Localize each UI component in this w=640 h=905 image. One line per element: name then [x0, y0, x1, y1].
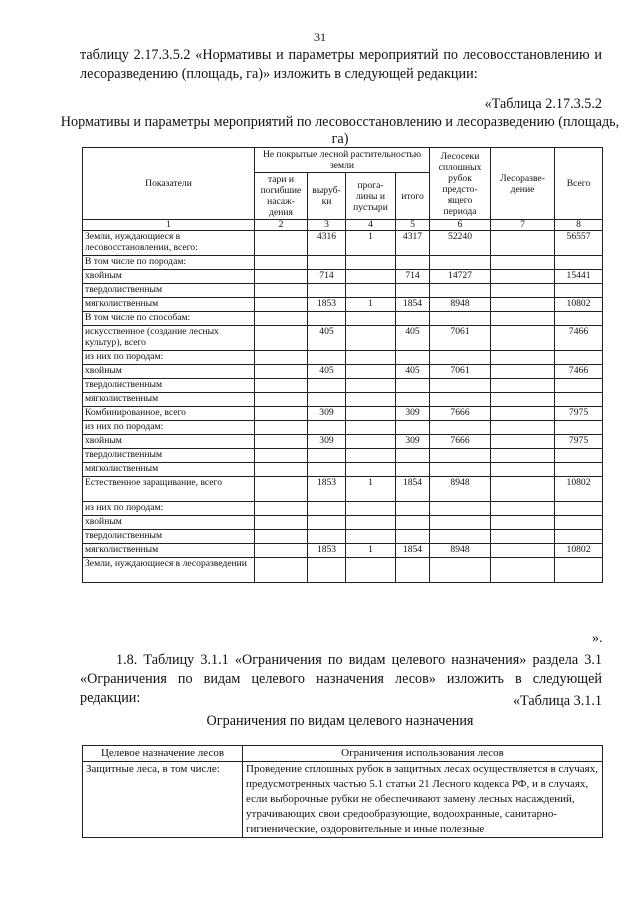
cell-c7	[491, 502, 555, 516]
cell-c2	[255, 421, 308, 435]
column-number: 8	[555, 220, 603, 231]
cell-c4	[346, 326, 396, 351]
row-label: В том числе по способам:	[83, 312, 255, 326]
row-label: хвойным	[83, 516, 255, 530]
table-row	[83, 312, 603, 326]
cell-c8	[555, 284, 603, 298]
table-row	[83, 762, 603, 838]
row-label: из них по породам:	[83, 351, 255, 365]
row-label: хвойным	[83, 365, 255, 379]
cell-c8: 7466	[555, 365, 603, 379]
row-label: Земли, нуждающиеся в лесоразведении	[83, 558, 255, 583]
column-number: 7	[491, 220, 555, 231]
cell-c2	[255, 379, 308, 393]
paragraph-1-8: 1.8. Таблицу 3.1.1 «Ограничения по видам целевого назначения» раздела 3.1 «Ограничения по видам целевого назначения лесов» изложить в следующей редакции:	[80, 652, 602, 706]
cell-c2	[255, 393, 308, 407]
cell-c3	[308, 379, 346, 393]
cell-c8	[555, 463, 603, 477]
cell-c5: 309	[396, 435, 430, 449]
cell-c2	[255, 351, 308, 365]
cell-c5	[396, 351, 430, 365]
cell-c4	[346, 435, 396, 449]
cell-c6: 8948	[430, 477, 491, 502]
cell-c2	[255, 231, 308, 256]
cell-c6	[430, 463, 491, 477]
cell-c4	[346, 502, 396, 516]
row-label: В том числе по породам:	[83, 256, 255, 270]
header-dead-stands: тари и погибшие насаж-дения	[255, 173, 308, 220]
row-label: твердолиственным	[83, 284, 255, 298]
cell-c6	[430, 558, 491, 583]
cell-c4	[346, 558, 396, 583]
header-forest-purpose: Целевое назначение лесов	[83, 746, 243, 762]
cell-c7	[491, 393, 555, 407]
cell-c7	[491, 516, 555, 530]
table-row	[83, 449, 603, 463]
cell-c4	[346, 256, 396, 270]
cell-c8	[555, 351, 603, 365]
cell-c4	[346, 516, 396, 530]
table-row	[83, 544, 603, 558]
table1-label: «Таблица 2.17.3.5.2	[484, 96, 602, 112]
cell-c4: 1	[346, 477, 396, 502]
cell-c8	[555, 558, 603, 583]
row-label: из них по породам:	[83, 421, 255, 435]
cell-c5: 4317	[396, 231, 430, 256]
table-row	[83, 502, 603, 516]
table-row	[83, 298, 603, 312]
column-number: 4	[346, 220, 396, 231]
row-label: Естественное заращивание, всего	[83, 477, 255, 502]
cell-c3: 714	[308, 270, 346, 284]
cell-c8: 56557	[555, 231, 603, 256]
row-label: твердолиственным	[83, 449, 255, 463]
table-row	[83, 435, 603, 449]
cell-c3	[308, 449, 346, 463]
cell-c4: 1	[346, 544, 396, 558]
cell-c4: 1	[346, 231, 396, 256]
cell-c5	[396, 463, 430, 477]
table-row	[83, 284, 603, 298]
table-row	[83, 530, 603, 544]
cell-c8	[555, 312, 603, 326]
header-indicators: Показатели	[83, 148, 255, 220]
cell-c7	[491, 463, 555, 477]
table-row	[83, 379, 603, 393]
cell-c6	[430, 421, 491, 435]
table-row	[83, 365, 603, 379]
cell-c4	[346, 270, 396, 284]
cell-c2	[255, 256, 308, 270]
cell-c7	[491, 449, 555, 463]
cell-c4	[346, 421, 396, 435]
cell-c3	[308, 351, 346, 365]
cell-c7	[491, 421, 555, 435]
cell-c3: 1853	[308, 477, 346, 502]
cell-c6	[430, 449, 491, 463]
cell-c5: 405	[396, 365, 430, 379]
column-number: 2	[255, 220, 308, 231]
cell-c3	[308, 558, 346, 583]
table2-label: «Таблица 3.1.1	[512, 693, 602, 709]
cell-c8: 7975	[555, 435, 603, 449]
cell-c2	[255, 365, 308, 379]
cell-c8	[555, 379, 603, 393]
header-afforestation: Лесоразве-дение	[491, 148, 555, 220]
table-row	[83, 421, 603, 435]
cell-c2	[255, 284, 308, 298]
cell-c3: 309	[308, 407, 346, 421]
cell-c7	[491, 256, 555, 270]
cell-c2	[255, 544, 308, 558]
cell-c5	[396, 530, 430, 544]
cell-c2	[255, 530, 308, 544]
column-number: 1	[83, 220, 255, 231]
cell-c3	[308, 463, 346, 477]
cell-c7	[491, 312, 555, 326]
cell-c5	[396, 256, 430, 270]
header-restrictions: Ограничения использования лесов	[243, 746, 603, 762]
forest-restoration-table	[82, 147, 603, 583]
cell-c4	[346, 407, 396, 421]
cell-c2	[255, 516, 308, 530]
cell-c7	[491, 284, 555, 298]
cell-c7	[491, 351, 555, 365]
cell-c3: 1853	[308, 544, 346, 558]
cell-c7	[491, 298, 555, 312]
header-subtotal: итого	[396, 173, 430, 220]
cell-c8	[555, 256, 603, 270]
cell-c6: 8948	[430, 298, 491, 312]
cell-c3	[308, 312, 346, 326]
row-label: хвойным	[83, 435, 255, 449]
column-number: 5	[396, 220, 430, 231]
cell-c8	[555, 393, 603, 407]
cell-c5: 1854	[396, 477, 430, 502]
cell-c5: 714	[396, 270, 430, 284]
cell-c3: 1853	[308, 298, 346, 312]
cell-c3	[308, 516, 346, 530]
cell-c7	[491, 407, 555, 421]
cell-c5	[396, 379, 430, 393]
cell-c8	[555, 449, 603, 463]
table1-title: Нормативы и параметры мероприятий по лесовосстановлению и лесоразведению (площадь, га)	[60, 114, 620, 147]
cell-c7	[491, 544, 555, 558]
cell-c2	[255, 326, 308, 351]
cell-c3: 4316	[308, 231, 346, 256]
cell-c4	[346, 393, 396, 407]
column-numbers-row	[83, 220, 603, 231]
table-row	[83, 351, 603, 365]
row-label: из них по породам:	[83, 502, 255, 516]
cell-c2	[255, 477, 308, 502]
cell-c5	[396, 393, 430, 407]
table-row	[83, 326, 603, 351]
cell-c2	[255, 463, 308, 477]
cell-c4	[346, 312, 396, 326]
cell-c8	[555, 516, 603, 530]
cell-c5	[396, 502, 430, 516]
cell-c2	[255, 558, 308, 583]
row-label: искусственное (создание лесных культур), всего	[83, 326, 255, 351]
table-row	[83, 256, 603, 270]
cell-c6	[430, 256, 491, 270]
cell-c6	[430, 393, 491, 407]
cell-c6	[430, 516, 491, 530]
column-number: 3	[308, 220, 346, 231]
cell-c5	[396, 516, 430, 530]
cell-c4	[346, 365, 396, 379]
cell-c6: 7666	[430, 435, 491, 449]
cell-c5: 405	[396, 326, 430, 351]
cell-c6	[430, 312, 491, 326]
cell-c3	[308, 284, 346, 298]
row-label: мягколиственным	[83, 298, 255, 312]
table-row	[83, 477, 603, 502]
cell-c7	[491, 477, 555, 502]
cell-c7	[491, 558, 555, 583]
cell-c5	[396, 449, 430, 463]
cell-c4: 1	[346, 298, 396, 312]
cell-c6: 14727	[430, 270, 491, 284]
intro-paragraph: таблицу 2.17.3.5.2 «Нормативы и параметры мероприятий по лесовосстановлению и лесоразведению (площадь, га)» изложить в следующей редакции:	[80, 47, 602, 82]
cell-c5	[396, 312, 430, 326]
cell-c8	[555, 502, 603, 516]
table-row	[83, 558, 603, 583]
cell-c4	[346, 449, 396, 463]
cell-c4	[346, 351, 396, 365]
cell-c7	[491, 270, 555, 284]
header-cuttings: выруб-ки	[308, 173, 346, 220]
page-number: 31	[314, 30, 326, 44]
row-label: мягколиственным	[83, 393, 255, 407]
cell-c2	[255, 407, 308, 421]
cell-c3	[308, 530, 346, 544]
column-number: 6	[430, 220, 491, 231]
cell-c6	[430, 502, 491, 516]
cell-c5: 1854	[396, 544, 430, 558]
cell-c6	[430, 284, 491, 298]
cell-c8: 10802	[555, 298, 603, 312]
cell-c6: 7061	[430, 326, 491, 351]
cell-c8: 7466	[555, 326, 603, 351]
cell-c2	[255, 435, 308, 449]
table-row	[83, 270, 603, 284]
cell-c3	[308, 393, 346, 407]
cell-c8: 10802	[555, 544, 603, 558]
cell-c3: 309	[308, 435, 346, 449]
cell-c3	[308, 502, 346, 516]
cell-c5: 1854	[396, 298, 430, 312]
cell-c7	[491, 379, 555, 393]
cell-c5	[396, 421, 430, 435]
cell-c2	[255, 502, 308, 516]
row-label: Комбинированное, всего	[83, 407, 255, 421]
cell-c6: 7666	[430, 407, 491, 421]
row-label: твердолиственным	[83, 379, 255, 393]
purpose-restrictions-table	[82, 745, 603, 838]
table-row	[83, 463, 603, 477]
table-row	[83, 231, 603, 256]
cell-c7	[491, 435, 555, 449]
cell-c6: 8948	[430, 544, 491, 558]
purpose-cell: Защитные леса, в том числе:	[83, 762, 243, 838]
cell-c4	[346, 530, 396, 544]
cell-c2	[255, 312, 308, 326]
cell-c4	[346, 379, 396, 393]
cell-c8	[555, 421, 603, 435]
cell-c4	[346, 463, 396, 477]
cell-c8: 10802	[555, 477, 603, 502]
cell-c8: 7975	[555, 407, 603, 421]
cell-c5: 309	[396, 407, 430, 421]
cell-c3	[308, 421, 346, 435]
row-label: мягколиственным	[83, 544, 255, 558]
cell-c6	[430, 351, 491, 365]
table-row	[83, 393, 603, 407]
cell-c2	[255, 298, 308, 312]
cell-c3	[308, 256, 346, 270]
table-row	[83, 407, 603, 421]
table1-end-quote: ».	[592, 631, 603, 646]
cell-c8	[555, 530, 603, 544]
header-not-covered-lands: Не покрытые лесной растительностью земли	[255, 148, 430, 173]
cell-c8: 15441	[555, 270, 603, 284]
row-label: хвойным	[83, 270, 255, 284]
cell-c7	[491, 530, 555, 544]
header-clearcuts: Лесосеки сплошных рубок предсто-ящего периода	[430, 148, 491, 220]
header-total: Всего	[555, 148, 603, 220]
cell-c7	[491, 326, 555, 351]
cell-c6: 7061	[430, 365, 491, 379]
row-label: твердолиственным	[83, 530, 255, 544]
cell-c4	[346, 284, 396, 298]
cell-c3: 405	[308, 365, 346, 379]
row-label: мягколиственным	[83, 463, 255, 477]
header-glades: прога-лины и пустыри	[346, 173, 396, 220]
cell-c7	[491, 365, 555, 379]
cell-c7	[491, 231, 555, 256]
table-row	[83, 516, 603, 530]
cell-c5	[396, 284, 430, 298]
row-label: Земли, нуждающиеся в лесовосстановлении, всего:	[83, 231, 255, 256]
cell-c6	[430, 530, 491, 544]
restrictions-cell: Проведение сплошных рубок в защитных лесах осуществляется в случаях, предусмотренных частью 5.1 статьи 21 Лесного кодекса РФ, и в случаях, если выборочные рубки не обеспечивают замену лесных насаждений, утрачивающих свои средообразующие, водоохранные, санитарно-гигиенические, оздоровительные и иные полезные	[243, 762, 603, 838]
cell-c2	[255, 270, 308, 284]
cell-c6: 52240	[430, 231, 491, 256]
cell-c5	[396, 558, 430, 583]
cell-c3: 405	[308, 326, 346, 351]
cell-c6	[430, 379, 491, 393]
cell-c2	[255, 449, 308, 463]
table2-title: Ограничения по видам целевого назначения	[206, 713, 474, 729]
